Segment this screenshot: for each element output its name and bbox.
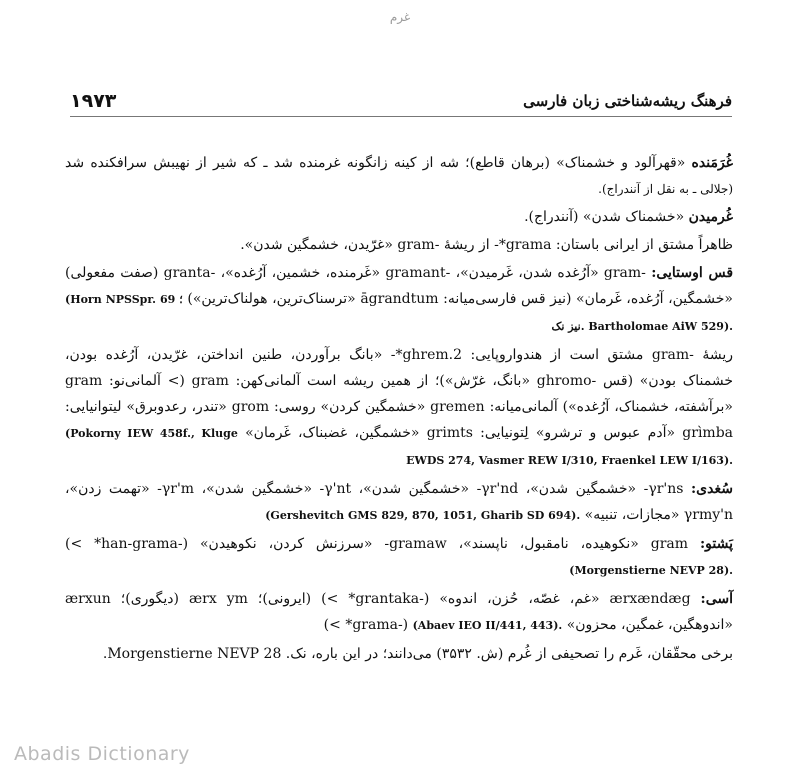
sogdian-paragraph	[65, 476, 733, 529]
closing-note-paragraph: برخی محقّقان، غَرم را تصحیفی از غُرم (ش. ۳۵۳۲) می‌دانند؛ در این باره، نک. Morgenstierne NEVP 28.	[102, 646, 733, 662]
reference: (Gershevitch GMS 829, 870, 1051, Gharib SD 694).	[265, 509, 581, 522]
etymology-paragraph: ظاهراً مشتق از ایرانی باستان: ‎-*grama‎ از ریشهٔ ‎gram-‎ «غرّیدن، خشمگین شدن».	[240, 237, 733, 253]
definition-text: «خشمناک شدن» (آنندراج).	[524, 209, 685, 225]
reference: (Morgenstierne NEVP 28).	[569, 564, 733, 577]
language-label: قس اوستایی:	[651, 265, 734, 281]
paragraph-text: ‎gram‎ «نکوهیده، نامقبول، ناپسند»، ‎-gramaw‎ «سرزنش کردن، نکوهیدن» ‎(< *han-grama-)‎	[65, 536, 689, 552]
entry-ghormidan	[65, 204, 733, 230]
dictionary-page-body	[65, 150, 733, 669]
entry-ghoramande	[65, 150, 733, 202]
headword: غُرَمَنده	[691, 155, 733, 171]
page-header	[70, 90, 732, 117]
source-note: (جلالی ـ به نقل از آنندراج).	[598, 182, 733, 196]
page-number: ۱۹۷۳	[70, 90, 117, 112]
watermark: Abadis Dictionary	[14, 743, 190, 765]
pashto-paragraph	[65, 531, 733, 584]
avestan-paragraph	[65, 260, 733, 340]
reference: (Abaev IEO II/441, 443).	[412, 619, 563, 632]
headword: غُرمیدن	[688, 209, 733, 225]
language-label: پَشتو:	[699, 536, 733, 552]
paragraph-text: ‎ærxændæg‎ «غم، غصّه، حُزن، اندوه» ‎(< *grantaka-)‎ (ایرونی)؛ ‎ærx ym‎ (دیگوری)؛ ‎ærxun‎ «اندوهگین، غمگین، محزون» ‎(< *grama-)‎	[65, 591, 733, 633]
language-label: آسی:	[700, 591, 734, 607]
book-title: فرهنگ ریشه‌شناختی زبان فارسی	[523, 92, 732, 110]
reference: (Pokorny IEW 458f., Kluge EWDS 274, Vasmer REW I/310, Fraenkel LEW I/163).	[65, 427, 733, 467]
paragraph-text: ‎gram-‎ «آرُغده شدن، غَرمیدن»، ‎gramant-‎ «غَرمنده، خشمین، آرُغده»، ‎granta-‎ (صفت مفعولی) «خشمگین، آرُغده، غَرمان» (نیز قس فارسی‌میانه: ‎āgrandtum‎ «ترسناک‌ترین، هولناک‌ترین»)	[65, 265, 734, 307]
definition-text: «قهرآلود و خشمناک» (برهان قاطع)؛ شه از کینه زانگونه غرمنده شد ـ که شیر از نهیبش سرافکنده شد	[65, 155, 686, 171]
language-label: سُغدی:	[691, 481, 733, 497]
page-top-word: غرم	[389, 10, 411, 24]
paragraph-text: ریشهٔ ‎gram-‎ مشتق است از هندواروپایی: ‎-*ghrem.2‎ «بانگ برآوردن، طنین انداختن، غرّیدن، آرُغده بودن، خشمناک بودن» (قس ‎ghromo-‎ «بانگ، غرّش»)؛ از همین ریشه است آلمانی‌کهن: ‎gram‎ (> آلمانی‌نو: ‎gram‎ «برآشفته، خشمناک، آرُغده») آلمانی‌میانه: ‎gremen‎ «خشمگین کردن» روسی: ‎grom‎ «تندر، رعدوبرق» لیتوانیایی: ‎grìmba‎ «آدم عبوس و ترشرو» لِتونیایی: ‎grimts‎ «خشمگین، غضبناک، غَرمان»	[65, 347, 734, 441]
paragraph-text: ‎-γr'ns‎ «خشمگین شدن»، ‎-γr'nd‎ «خشمگین شدن»، ‎-γ'nt‎ «خشمگین شدن»، ‎-γr'm‎ «تهمت زدن»، ‎γrmy'n‎ «مجازات، تنبیه»	[65, 481, 733, 523]
reference: (Horn NPSSpr. 69 ؛ نیز نک. Bartholomae AiW 529).	[65, 293, 733, 333]
ossetic-paragraph	[65, 586, 733, 639]
indo-european-paragraph	[65, 342, 733, 474]
